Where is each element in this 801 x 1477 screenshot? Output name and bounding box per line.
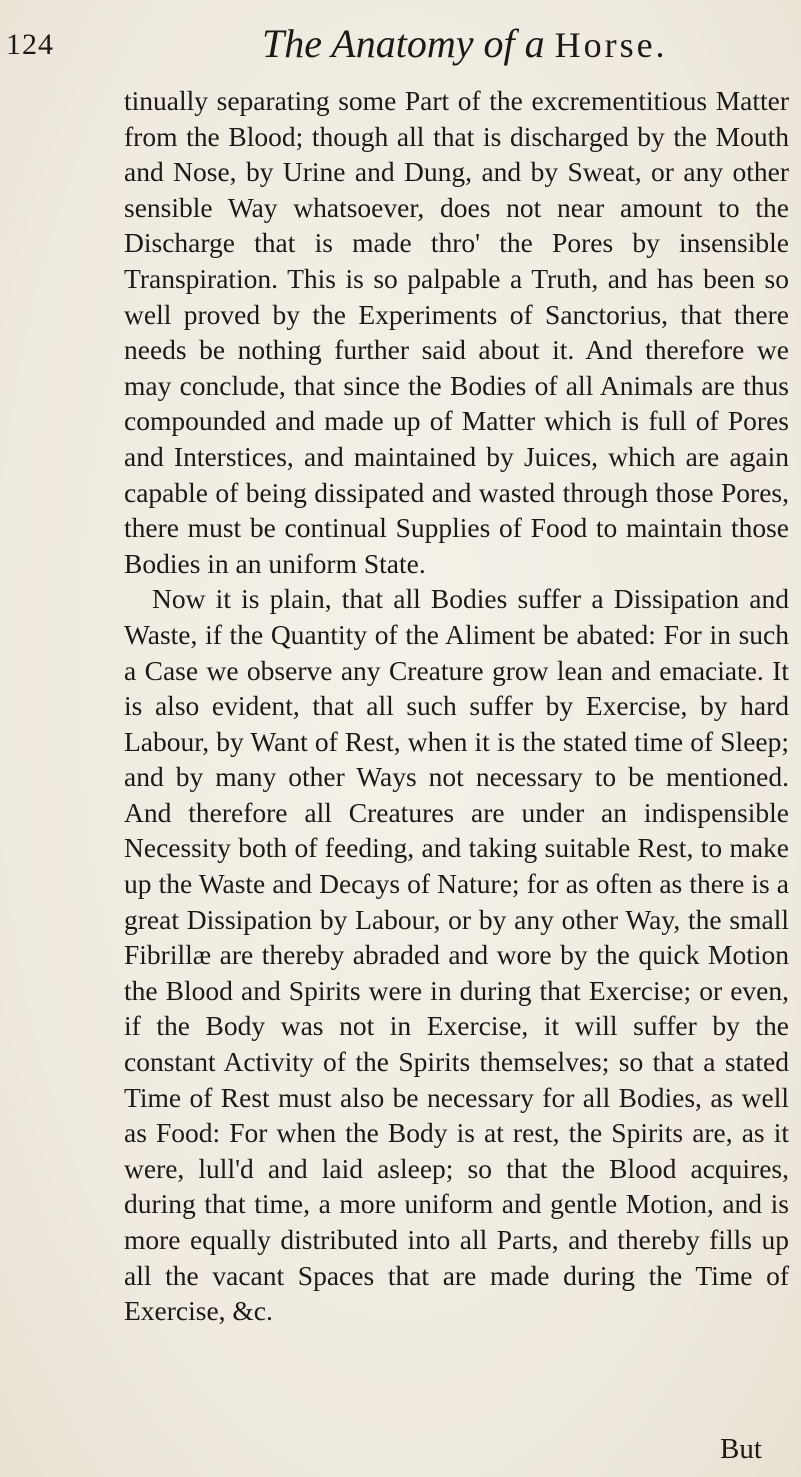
running-title-caps: Horse. — [554, 25, 668, 65]
running-title-italic: The Anatomy of a — [262, 21, 545, 66]
paragraph-1: tinually separating some Part of the excrementitious Matter from the Blood; though all that is discharged by the Mouth and Nose, by Urine and Dung, and by Sweat, or any other sensible Way whatsoever, does not near amount to the Discharge that is made thro' the Pores by insensible Transpiration. This is so palpable a Truth, and has been so well proved by the Experiments of Sanctorius, that there needs be nothing further said about it. And therefore we may conclude, that since the Bodies of all Animals are thus compounded and made up of Matter which is full of Pores and Interstices, and maintained by Juices, which are again capable of being dissipated and wasted through those Pores, there must be continual Supplies of Food to maintain those Bodies in an uniform State. — [124, 85, 789, 579]
running-title — [262, 20, 668, 67]
running-header — [0, 18, 801, 68]
body-text — [124, 83, 789, 1329]
paragraph-2: Now it is plain, that all Bodies suffer a Dissipation and Waste, if the Quantity of the Aliment be abated: For in such a Case we observe any Creature grow lean and emaciate. It is also evident, that all such suffer by Exercise, by hard Labour, by Want of Rest, when it is the stated time of Sleep; and by many other Ways not necessary to be mentioned. And therefore all Creatures are under an indispensible Necessity both of feeding, and taking suitable Rest, to make up the Waste and Decays of Nature; for as often as there is a great Dissipation by Labour, or by any other Way, the small Fibrillæ are thereby abraded and wore by the quick Motion the Blood and Spirits were in during that Exercise; or even, if the Body was not in Exercise, it will suffer by the constant Activity of the Spirits themselves; so that a stated Time of Rest must also be necessary for all Bodies, as well as Food: For when the Body is at rest, the Spirits are, as it were, lull'd and laid asleep; so that the Blood acquires, during that time, a more uniform and gentle Motion, and is more equally distributed into all Parts, and thereby fills up all the vacant Spaces that are made during the Time of Exercise, &c. — [124, 583, 789, 1327]
page-number: 124 — [6, 28, 54, 61]
catchword: But — [720, 1433, 762, 1465]
